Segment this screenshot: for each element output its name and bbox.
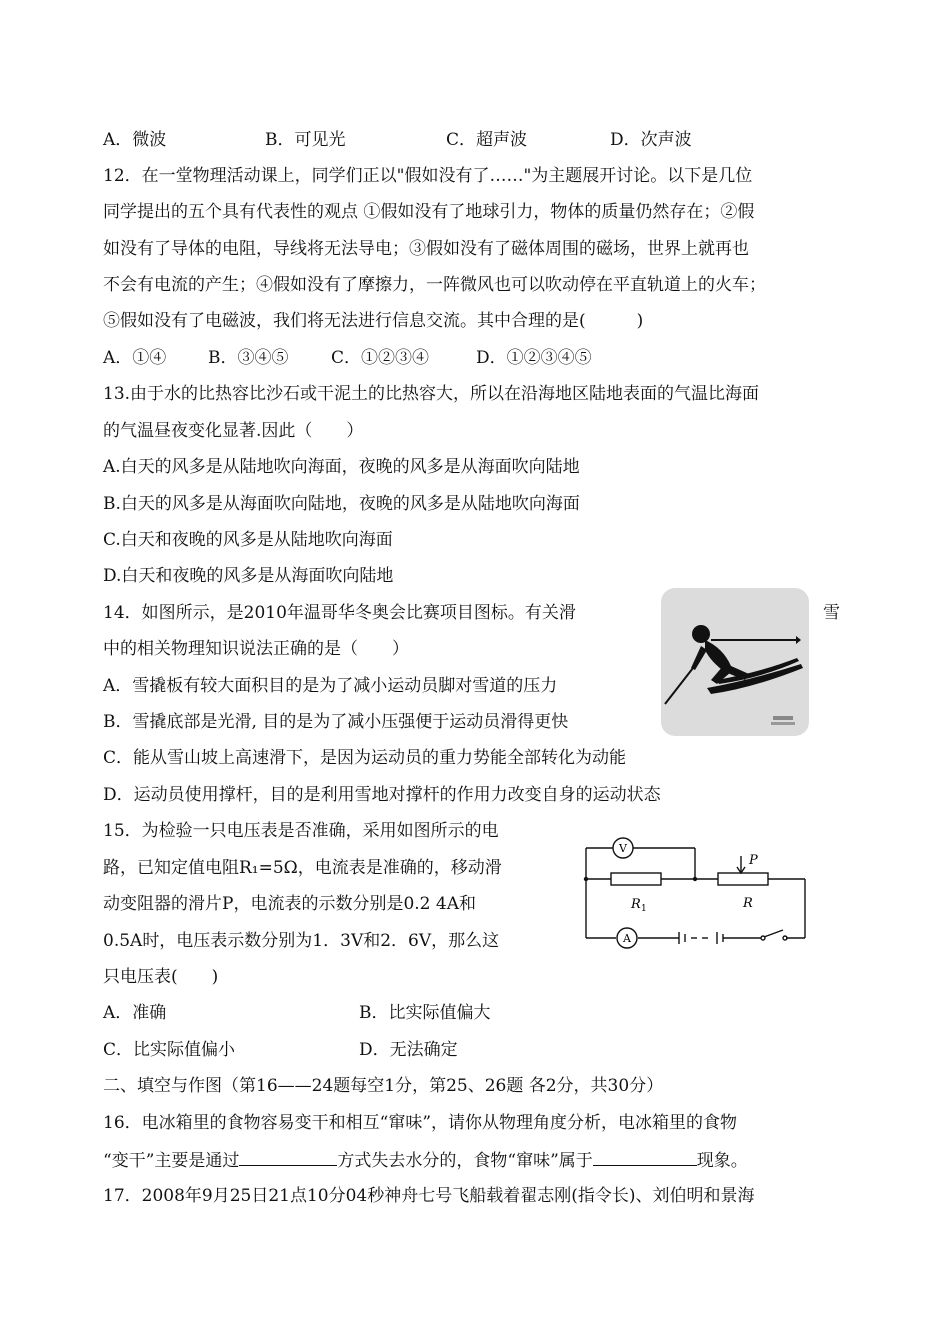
q12-option-c: C．①②③④	[331, 348, 430, 368]
q14-option-a: A．雪撬板有较大面积目的是为了减小运动员脚对雪道的压力	[103, 676, 558, 696]
q12-text-line: 12．在一堂物理活动课上，同学们正以"假如没有了……"为主题展开讨论。以下是几位	[103, 166, 753, 186]
q15-option-d: D．无法确定	[359, 1040, 458, 1060]
q17-text-line: 17．2008年9月25日21点10分04秒神舟七号飞船载着翟志刚(指令长)、刘伯明和景海	[103, 1186, 755, 1206]
answer-blank[interactable]	[239, 1147, 337, 1166]
r1-label: R	[631, 897, 641, 912]
r-label: R	[743, 896, 753, 911]
q15-option-b: B．比实际值偏大	[359, 1003, 491, 1023]
q15-text-line: 路，已知定值电阻R₁=5Ω，电流表是准确的，移动滑	[103, 858, 502, 878]
q14-option-d: D．运动员使用撑杆，目的是利用雪地对撑杆的作用力改变自身的运动状态	[103, 785, 661, 805]
q16-text-line: 16．电冰箱里的食物容易变干和相互“窜味”，请你从物理角度分析，电冰箱里的食物	[103, 1113, 738, 1133]
q15-text-line: 只电压表( )	[103, 967, 219, 987]
q14-option-b: B．雪撬底部是光滑, 目的是为了减小压强便于运动员滑得更快	[103, 712, 569, 732]
skier-icon	[661, 588, 809, 736]
q15-option-c: C．比实际值偏小	[103, 1040, 236, 1060]
q11-option-d: D．次声波	[610, 130, 692, 150]
q12-text-line: 不会有电流的产生；④假如没有了摩擦力，一阵微风也可以吹动停在平直轨道上的火车；	[103, 275, 766, 295]
r1-subscript: 1	[641, 904, 647, 914]
q12-text-line: 同学提出的五个具有代表性的观点 ①假如没有了地球引力，物体的质量仍然存在；②假	[103, 202, 755, 222]
q11-option-c: C．超声波	[446, 130, 528, 150]
q15-text-line: 动变阻器的滑片P，电流表的示数分别是0.2 4A和	[103, 894, 476, 914]
q12-option-d: D．①②③④⑤	[476, 348, 592, 368]
q14-text-line: 中的相关物理知识说法正确的是（ ）	[103, 639, 409, 659]
slider-p-label: P	[749, 853, 758, 868]
q12-text-line: ⑤假如没有了电磁波，我们将无法进行信息交流。其中合理的是( )	[103, 311, 644, 331]
q14-text-line: 14．如图所示，是2010年温哥华冬奥会比赛项目图标。有关滑	[103, 603, 576, 623]
q11-option-a: A．微波	[103, 130, 167, 150]
q13-option-a: A.白天的风多是从陆地吹向海面，夜晚的风多是从海面吹向陆地	[103, 457, 580, 477]
q12-option-b: B．③④⑤	[208, 348, 289, 368]
voltmeter-label: V	[619, 842, 627, 855]
q16-text-line	[103, 1147, 748, 1173]
q13-text-line: 的气温昼夜变化显著.因此（ ）	[103, 421, 364, 441]
q14-text-tail: 雪	[823, 603, 840, 623]
q15-option-a: A．准确	[103, 1003, 167, 1023]
ammeter-label: A	[623, 932, 631, 945]
section-heading: 二、填空与作图（第16——24题每空1分，第25、26题 各2分，共30分）	[103, 1076, 664, 1096]
q13-option-b: B.白天的风多是从海面吹向陆地，夜晚的风多是从陆地吹向海面	[103, 494, 580, 514]
q15-text-line: 15．为检验一只电压表是否准确，采用如图所示的电	[103, 821, 499, 841]
q12-option-a: A．①④	[103, 348, 167, 368]
q16-text-part: 现象。	[696, 1151, 748, 1171]
circuit-diagram	[583, 828, 808, 958]
q13-option-c: C.白天和夜晚的风多是从陆地吹向海面	[103, 530, 393, 550]
q14-option-c: C．能从雪山坡上高速滑下，是因为运动员的重力势能全部转化为动能	[103, 748, 627, 768]
q16-text-part: “变干”主要是通过	[103, 1151, 240, 1171]
q15-text-line: 0.5A时，电压表示数分别为1．3V和2．6V，那么这	[103, 931, 500, 951]
q13-text-line: 13.由于水的比热容比沙石或干泥土的比热容大，所以在沿海地区陆地表面的气温比海面	[103, 384, 760, 404]
q16-text-part: 方式失去水分的，食物“窜味”属于	[337, 1151, 593, 1171]
answer-blank[interactable]	[593, 1147, 697, 1166]
q13-option-d: D.白天和夜晚的风多是从海面吹向陆地	[103, 566, 394, 586]
skiing-pictogram	[661, 588, 809, 736]
q12-text-line: 如没有了导体的电阻，导线将无法导电；③假如没有了磁体周围的磁场，世界上就再也	[103, 239, 749, 259]
q11-option-b: B．可见光	[265, 130, 346, 150]
